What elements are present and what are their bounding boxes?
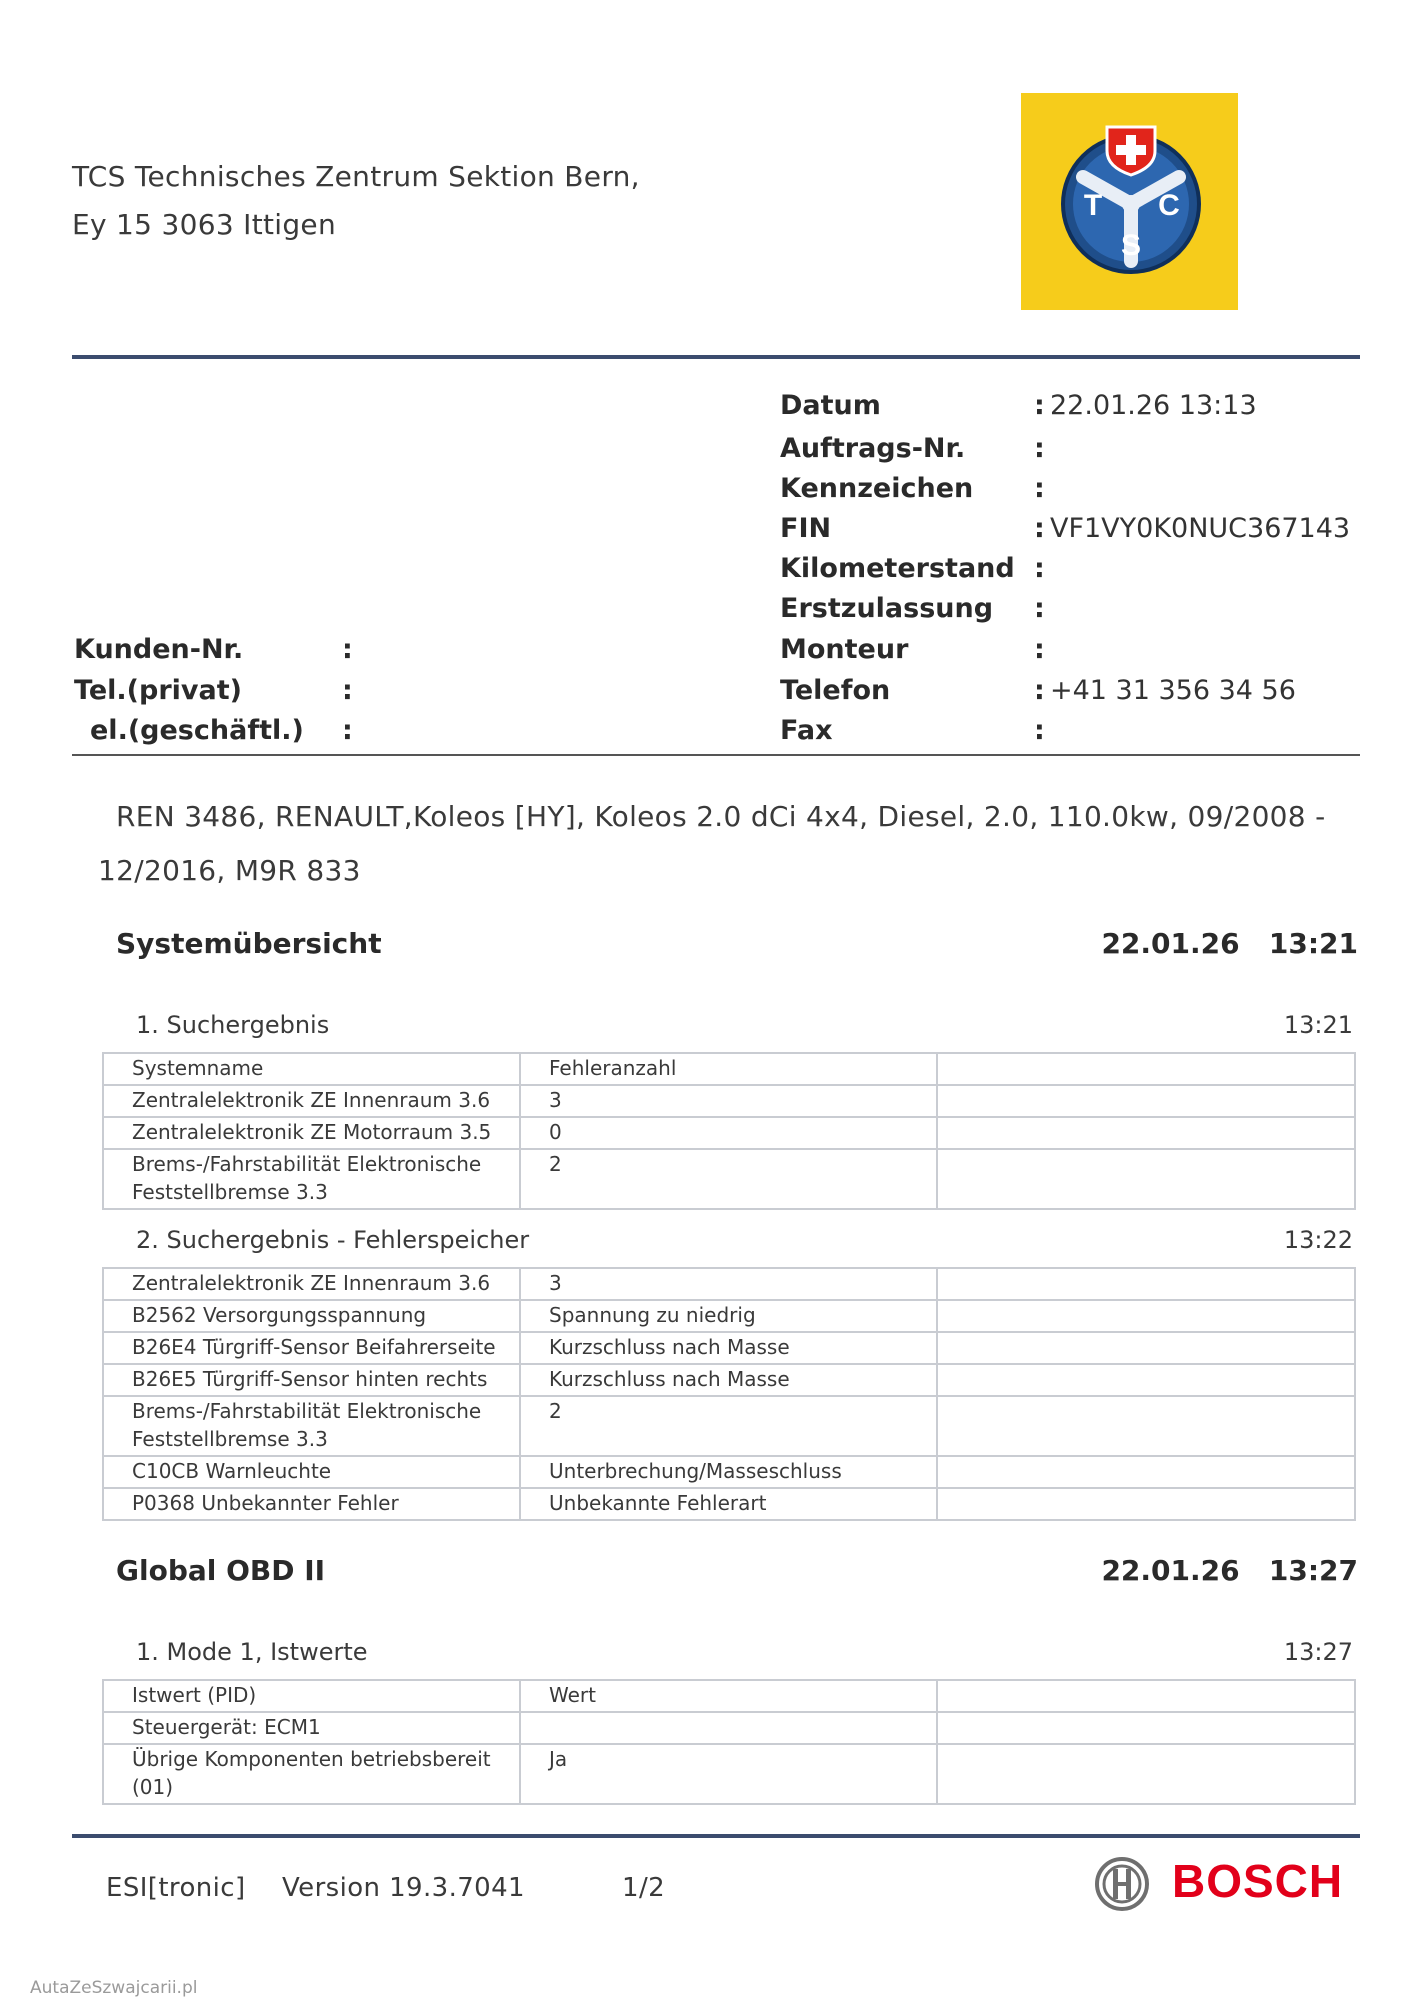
footer-software: ESI[tronic] — [106, 1873, 246, 1903]
meta-colon: : — [1034, 593, 1045, 624]
table-fehlerspeicher — [102, 1267, 1356, 1521]
table-cell: B26E4 Türgriff-Sensor Beifahrerseite — [103, 1332, 520, 1364]
table-row — [103, 1053, 1355, 1085]
table-row — [103, 1680, 1355, 1712]
meta-label-kennzeichen: Kennzeichen — [780, 473, 974, 504]
meta-colon: : — [1034, 715, 1045, 746]
table-row — [103, 1085, 1355, 1117]
table-row — [103, 1117, 1355, 1149]
meta-label-kunden-nr: Kunden-Nr. — [74, 634, 244, 665]
meta-colon: : — [1034, 675, 1045, 706]
table-cell: B2562 Versorgungsspannung — [103, 1300, 520, 1332]
table-cell: Kurzschluss nach Masse — [520, 1364, 937, 1396]
section-datetime — [1101, 927, 1358, 960]
table-cell — [937, 1396, 1355, 1456]
subsection-title-fehlerspeicher: 2. Suchergebnis - Fehlerspeicher — [136, 1226, 530, 1254]
table-cell: Zentralelektronik ZE Innenraum 3.6 — [103, 1268, 520, 1300]
subsection-time: 13:27 — [1283, 1638, 1353, 1666]
vehicle-description-line1: REN 3486, RENAULT,Koleos [HY], Koleos 2.0 dCi 4x4, Diesel, 2.0, 110.0kw, 09/2008 - — [116, 800, 1326, 833]
table-cell — [937, 1117, 1355, 1149]
footer-page-number: 1/2 — [622, 1873, 666, 1903]
vehicle-description-line2: 12/2016, M9R 833 — [98, 854, 361, 887]
table-cell — [937, 1712, 1355, 1744]
logo-letter-t: T — [1083, 189, 1103, 222]
table-cell — [937, 1744, 1355, 1804]
table-row — [103, 1332, 1355, 1364]
meta-value-telefon: +41 31 356 34 56 — [1050, 675, 1296, 706]
logo-letter-c: C — [1158, 189, 1180, 222]
table-cell: B26E5 Türgriff-Sensor hinten rechts — [103, 1364, 520, 1396]
table-cell: Kurzschluss nach Masse — [520, 1332, 937, 1364]
table-cell: Zentralelektronik ZE Innenraum 3.6 — [103, 1085, 520, 1117]
section-datetime — [1101, 1554, 1358, 1587]
meta-colon: : — [1034, 433, 1045, 464]
table-cell: Spannung zu niedrig — [520, 1300, 937, 1332]
section-time: 13:21 — [1268, 927, 1358, 960]
logo-letter-s: S — [1120, 229, 1142, 262]
table-cell — [520, 1712, 937, 1744]
table-suchergebnis — [102, 1052, 1356, 1210]
section-date: 22.01.26 — [1101, 1554, 1240, 1587]
meta-label-tel-geschaeftl: el.(geschäftl.) — [90, 715, 304, 746]
meta-label-monteur: Monteur — [780, 634, 909, 665]
table-cell: Zentralelektronik ZE Motorraum 3.5 — [103, 1117, 520, 1149]
footer-version: Version 19.3.7041 — [282, 1873, 525, 1903]
meta-colon: : — [1034, 553, 1045, 584]
bosch-logo-text: BOSCH — [1172, 1855, 1344, 1907]
table-cell: Wert — [520, 1680, 937, 1712]
meta-value-fin: VF1VY0K0NUC367143 — [1050, 513, 1351, 544]
table-cell — [937, 1268, 1355, 1300]
table-row — [103, 1364, 1355, 1396]
table-cell: Fehleranzahl — [520, 1053, 937, 1085]
tcs-logo — [1021, 93, 1238, 310]
meta-label-auftrags-nr: Auftrags-Nr. — [780, 433, 966, 464]
table-cell: 0 — [520, 1117, 937, 1149]
table-cell: Steuergerät: ECM1 — [103, 1712, 520, 1744]
table-cell: Unbekannte Fehlerart — [520, 1488, 937, 1520]
table-cell: Istwert (PID) — [103, 1680, 520, 1712]
section-title-global-obd: Global OBD II — [116, 1554, 326, 1587]
bosch-armature-icon — [1094, 1856, 1150, 1912]
table-cell: 2 — [520, 1396, 937, 1456]
table-cell — [937, 1053, 1355, 1085]
organization-address: Ey 15 3063 Ittigen — [72, 208, 336, 241]
footer-divider — [72, 1834, 1360, 1838]
table-cell: Brems-/Fahrstabilität Elektronische Feststellbremse 3.3 — [103, 1396, 520, 1456]
meta-value-datum: 22.01.26 13:13 — [1050, 390, 1257, 421]
meta-label-fin: FIN — [780, 513, 832, 544]
subsection-time: 13:22 — [1283, 1226, 1353, 1254]
table-row — [103, 1744, 1355, 1804]
meta-label-fax: Fax — [780, 715, 833, 746]
meta-label-tel-privat: Tel.(privat) — [74, 675, 242, 706]
subsection-title-suchergebnis: 1. Suchergebnis — [136, 1011, 330, 1039]
subsection-title-mode1: 1. Mode 1, Istwerte — [136, 1638, 368, 1666]
meta-label-erstzulassung: Erstzulassung — [780, 593, 994, 624]
table-row — [103, 1268, 1355, 1300]
table-cell: Brems-/Fahrstabilität Elektronische Feststellbremse 3.3 — [103, 1149, 520, 1209]
table-cell — [937, 1364, 1355, 1396]
table-cell — [937, 1332, 1355, 1364]
table-row — [103, 1712, 1355, 1744]
table-cell: P0368 Unbekannter Fehler — [103, 1488, 520, 1520]
meta-colon: : — [342, 634, 353, 665]
table-cell — [937, 1085, 1355, 1117]
table-cell: 3 — [520, 1085, 937, 1117]
section-date: 22.01.26 — [1101, 927, 1240, 960]
table-cell — [937, 1300, 1355, 1332]
table-cell: Ja — [520, 1744, 937, 1804]
organization-name: TCS Technisches Zentrum Sektion Bern, — [72, 160, 640, 193]
meta-colon: : — [1034, 473, 1045, 504]
meta-colon: : — [342, 675, 353, 706]
table-istwerte — [102, 1679, 1356, 1805]
header-divider — [72, 355, 1360, 359]
meta-label-datum: Datum — [780, 390, 881, 421]
table-cell: Systemname — [103, 1053, 520, 1085]
meta-colon: : — [1034, 634, 1045, 665]
section-title-systemuebersicht: Systemübersicht — [116, 927, 382, 960]
table-cell — [937, 1149, 1355, 1209]
meta-label-kilometerstand: Kilometerstand — [780, 553, 1015, 584]
table-cell: Übrige Komponenten betriebsbereit (01) — [103, 1744, 520, 1804]
table-cell: C10CB Warnleuchte — [103, 1456, 520, 1488]
table-row — [103, 1396, 1355, 1456]
table-cell: 2 — [520, 1149, 937, 1209]
meta-colon: : — [1034, 390, 1045, 421]
table-row — [103, 1488, 1355, 1520]
watermark-text: AutaZeSzwajcarii.pl — [30, 1978, 198, 1998]
table-cell — [937, 1680, 1355, 1712]
table-row — [103, 1456, 1355, 1488]
tcs-emblem-icon — [1021, 93, 1238, 310]
meta-colon: : — [1034, 513, 1045, 544]
section-time: 13:27 — [1268, 1554, 1358, 1587]
table-cell — [937, 1488, 1355, 1520]
table-cell: Unterbrechung/Masseschluss — [520, 1456, 937, 1488]
table-cell — [937, 1456, 1355, 1488]
meta-divider — [72, 754, 1360, 756]
table-row — [103, 1300, 1355, 1332]
table-row — [103, 1149, 1355, 1209]
subsection-time: 13:21 — [1283, 1011, 1353, 1039]
meta-colon: : — [342, 715, 353, 746]
table-cell: 3 — [520, 1268, 937, 1300]
meta-label-telefon: Telefon — [780, 675, 891, 706]
